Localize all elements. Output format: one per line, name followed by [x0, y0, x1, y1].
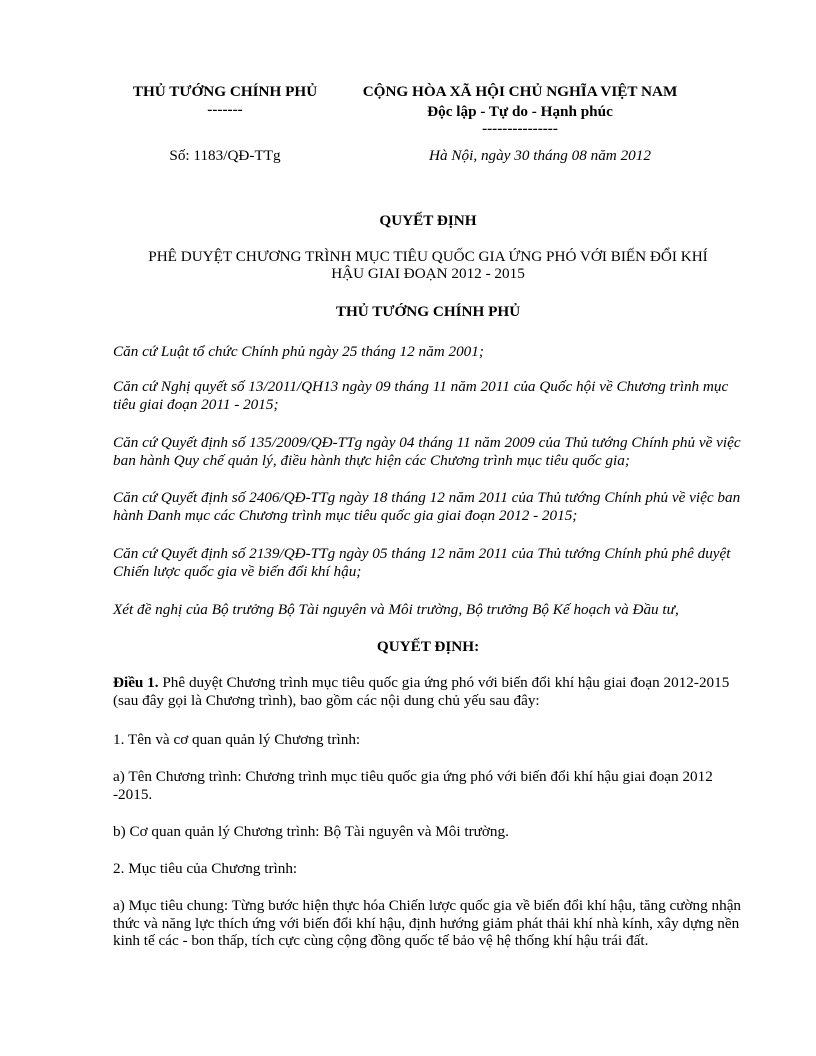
list-item: a) Tên Chương trình: Chương trình mục tiêu quốc gia ứng phó với biến đổi khí hậu giai đoạn 2012 -2015. — [113, 768, 713, 803]
national-motto: Độc lập - Tự do - Hạnh phúc — [427, 103, 613, 120]
place-and-date: Hà Nội, ngày 30 tháng 08 năm 2012 — [429, 147, 651, 164]
document-number: Số: 1183/QĐ-TTg — [169, 147, 281, 164]
republic-name: CỘNG HÒA XÃ HỘI CHỦ NGHĨA VIỆT NAM — [362, 83, 678, 100]
motto-rule: --------------- — [482, 120, 558, 137]
article-1 — [113, 674, 743, 709]
legal-basis: Căn cứ Quyết định số 135/2009/QĐ-TTg ngày 04 tháng 11 năm 2009 của Thủ tướng Chính phủ về việc ban hành Quy chế quản lý, điều hành thực hiện các Chương trình mục tiêu quốc gia; — [113, 434, 741, 469]
legal-basis: Căn cứ Quyết định số 2139/QĐ-TTg ngày 05 tháng 12 năm 2011 của Thủ tướng Chính phủ phê duyệt Chiến lược quốc gia về biến đổi khí hậu; — [113, 545, 731, 580]
article-1-text: Phê duyệt Chương trình mục tiêu quốc gia ứng phó với biến đổi khí hậu giai đoạn 2012-2015 (sau đây gọi là Chương trình), bao gồm các nội dung chủ yếu sau đây: — [113, 674, 730, 709]
subject-line-1: PHÊ DUYỆT CHƯƠNG TRÌNH MỤC TIÊU QUỐC GIA ỨNG PHÓ VỚI BIẾN ĐỔI KHÍ — [148, 248, 708, 265]
legal-basis: Căn cứ Nghị quyết số 13/2011/QH13 ngày 09 tháng 11 năm 2011 của Quốc hội về Chương trình mục tiêu giai đoạn 2011 - 2015; — [113, 378, 729, 413]
list-item: 2. Mục tiêu của Chương trình: — [113, 860, 298, 877]
article-1-label: Điều 1. — [113, 674, 159, 691]
decision-heading: QUYẾT ĐỊNH: — [376, 638, 480, 655]
proposal-basis: Xét đề nghị của Bộ trưởng Bộ Tài nguyên và Môi trường, Bộ trưởng Bộ Kế hoạch và Đầu tư, — [113, 601, 679, 618]
list-item: b) Cơ quan quản lý Chương trình: Bộ Tài nguyên và Môi trường. — [113, 823, 509, 840]
issuer-heading: THỦ TƯỚNG CHÍNH PHỦ — [335, 303, 521, 320]
subject-line-2: HẬU GIAI ĐOẠN 2012 - 2015 — [331, 265, 525, 282]
list-item: a) Mục tiêu chung: Từng bước hiện thực hóa Chiến lược quốc gia về biến đổi khí hậu, tăng cường nhận thức và năng lực thích ứng với biến đổi khí hậu, định hướng giảm phát thải khí nhà kính, xây dựng nền kinh tế các - bon thấp, tích cực cùng cộng đồng quốc tế bảo vệ hệ thống khí hậu trái đất. — [113, 897, 742, 950]
list-item: 1. Tên và cơ quan quản lý Chương trình: — [113, 731, 361, 748]
issuing-agency: THỦ TƯỚNG CHÍNH PHỦ — [132, 83, 318, 100]
document-type: QUYẾT ĐỊNH — [379, 212, 477, 229]
agency-rule: ------- — [207, 101, 243, 118]
legal-basis: Căn cứ Luật tổ chức Chính phủ ngày 25 tháng 12 năm 2001; — [113, 343, 484, 360]
legal-basis: Căn cứ Quyết định số 2406/QĐ-TTg ngày 18 tháng 12 năm 2011 của Thủ tướng Chính phủ về việc ban hành Danh mục các Chương trình mục tiêu quốc gia giai đoạn 2012 - 2015; — [113, 489, 741, 524]
